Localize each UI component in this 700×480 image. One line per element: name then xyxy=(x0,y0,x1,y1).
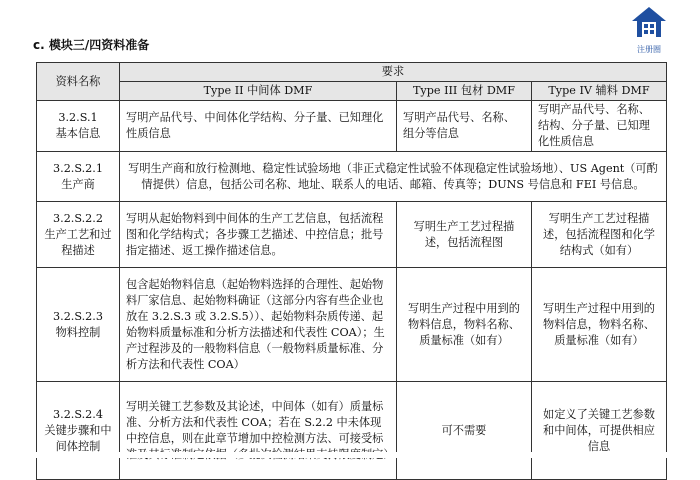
table-row xyxy=(37,152,667,202)
type3-cell: 写明生产过程中用到的物料信息，物料名称、质量标准（如有） xyxy=(397,268,532,382)
section-title: c. 模块三/四资料准备 xyxy=(33,38,150,52)
header-type4: Type IV 辅料 DMF xyxy=(532,82,667,101)
row-title: 生产商 xyxy=(61,177,95,191)
type3-cell: 可不需要 xyxy=(397,382,532,480)
table-row xyxy=(37,268,667,382)
header-row-1 xyxy=(37,63,667,82)
row-code: 3.2.S.2.2 xyxy=(53,211,103,225)
header-type3: Type III 包材 DMF xyxy=(397,82,532,101)
table-row xyxy=(37,101,667,152)
header-row-2 xyxy=(37,82,667,101)
row-code: 3.2.S.1 xyxy=(58,111,98,124)
type4-cell: 写明产品代号、名称、结构、分子量、已知理化性质信息 xyxy=(532,101,667,152)
row-code: 3.2.S.2.4 xyxy=(53,407,103,421)
house-logo-icon xyxy=(629,4,669,44)
header-type2: Type II 中间体 DMF xyxy=(120,82,397,101)
row-name-cell xyxy=(37,101,120,152)
row-name-cell xyxy=(37,202,120,268)
merged-requirement-cell: 写明生产商和放行检测地、稳定性试验场地（非正式稳定性试验不体现稳定性试验场地）、US Agent（可酌情提供）信息，包括公司名称、地址、联系人的电话、邮箱、传真等；DUNS 号信息和 FEI 号信息。 xyxy=(120,152,667,202)
type2-cell: 写明关键工艺参数及其论述，中间体（如有）质量标准、分析方法和代表性 COA；若在 S.2.2 中未体现中控信息，则在此章节增加中控检测方法、可接受标 xyxy=(120,382,397,480)
type3-cell: 写明生产工艺过程描述，包括流程图 xyxy=(397,202,532,268)
row-name-cell xyxy=(37,268,120,382)
table-row xyxy=(37,382,667,480)
row-name-cell xyxy=(37,382,120,480)
row-title: 关键步骤和中间体控制 xyxy=(44,423,112,453)
row-code: 3.2.S.2.1 xyxy=(53,161,103,175)
type2-cell: 包含起始物料信息（起始物料选择的合理性、起始物料厂家信息、起始物料确证（这部分内容有些企业也放在 3.2.S.3 或 3.2.S.5））、起始物料杂质传递、起始物料质量标准和分析方法描述和代表性 COA）；生产过程涉及的一般物料信息（一般物料质量标准、分析方法和代表性 COA） xyxy=(120,268,397,382)
table-row xyxy=(37,202,667,268)
header-name-col: 资料名称 xyxy=(37,63,120,101)
type2-cell: 写明从起始物料到中间体的生产工艺信息，包括流程图和化学结构式；各步骤工艺描述、中控信息；批号指定描述、返工操作描述信息。 xyxy=(120,202,397,268)
row-title: 物料控制 xyxy=(55,325,101,339)
row-title: 基本信息 xyxy=(55,127,101,140)
type3-cell: 写明产品代号、名称、组分等信息 xyxy=(397,101,532,152)
page-cutoff xyxy=(0,452,700,458)
row-code: 3.2.S.2.3 xyxy=(53,309,103,323)
type4-cell: 写明生产过程中用到的物料信息，物料名称、质量标准（如有） xyxy=(532,268,667,382)
header-requirements: 要求 xyxy=(120,63,667,82)
requirements-table xyxy=(36,62,667,480)
row-title: 生产工艺和过程描述 xyxy=(44,227,112,257)
logo-text: 注册圈 xyxy=(637,45,661,54)
type4-cell: 如定义了关键工艺参数和中间体，可提供相应信息 xyxy=(532,382,667,480)
type2-cell: 写明产品代号、中间体化学结构、分子量、已知理化性质信息 xyxy=(120,101,397,152)
type4-cell: 写明生产工艺过程描述，包括流程图和化学结构式（如有） xyxy=(532,202,667,268)
row-name-cell xyxy=(37,152,120,202)
